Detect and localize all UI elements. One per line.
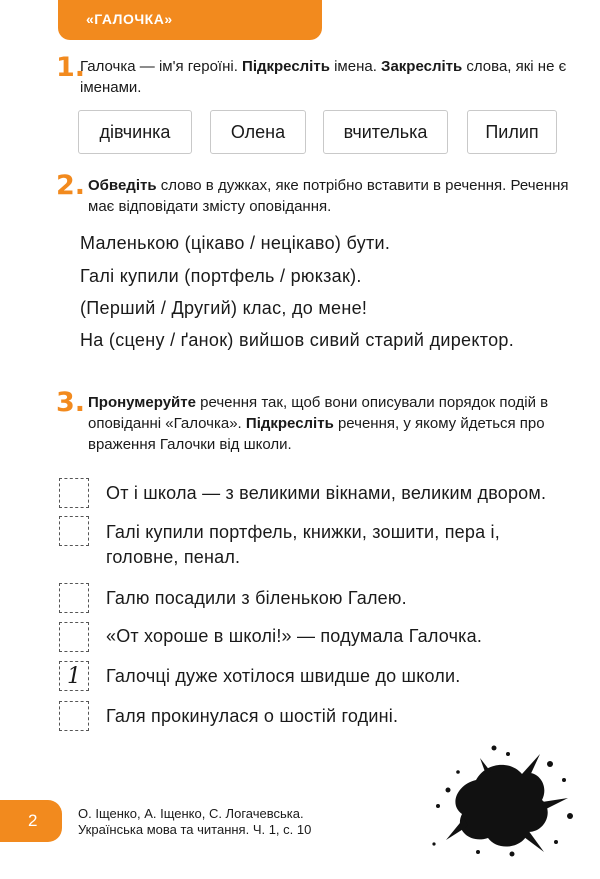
sentence-4[interactable]: На (сцену / ґанок) вийшов сивий старий директор.	[80, 330, 515, 350]
word-label: Олена	[230, 121, 286, 142]
word-label: вчителька	[343, 121, 428, 142]
word-box-1[interactable]	[78, 110, 192, 154]
sentence-2[interactable]: Галі купили (портфель / рюкзак).	[80, 266, 362, 286]
order-number-box[interactable]	[59, 516, 89, 546]
task-2-number: 2.	[56, 170, 86, 201]
word-label: дівчинка	[99, 121, 171, 142]
header-tab	[58, 0, 322, 40]
source-citation	[78, 806, 311, 838]
word-box-2[interactable]	[210, 110, 306, 154]
task-3-instruction	[88, 392, 580, 455]
task-3-text-2: речення, у якому йдеться про враження Галочки від школи.	[88, 415, 545, 453]
sentence-3[interactable]: (Перший / Другий) клас, до мене!	[80, 298, 368, 318]
order-item-text: Галочці дуже хотілося швидше до школи.	[106, 666, 461, 686]
task-1-text-2: імена.	[329, 58, 382, 75]
order-number-box[interactable]	[59, 583, 89, 613]
citation-line-2: Українська мова та читання. Ч. 1, с. 10	[78, 822, 312, 837]
task-1-bold-1: Підкресліть	[242, 58, 330, 75]
order-number-box[interactable]: 1	[59, 661, 89, 691]
page-number: 2	[28, 811, 38, 830]
word-box-4[interactable]	[467, 110, 557, 154]
order-item-text: «От хороше в школі!» — подумала Галочка.	[106, 626, 483, 646]
order-item-text: Галю посадили з біленькою Галею.	[106, 588, 407, 608]
word-label: Пилип	[485, 121, 539, 142]
order-item-text: Галя прокинулася о шостій годині.	[106, 706, 399, 726]
word-box-3[interactable]	[323, 110, 448, 154]
order-number-box[interactable]	[59, 478, 89, 508]
task-1-text-3: слова, які не є іменами.	[80, 58, 567, 96]
sentence-1[interactable]: Маленькою (цікаво / нецікаво) бути.	[80, 233, 391, 253]
task-3-bold-1: Пронумеруйте	[88, 394, 196, 411]
ink-blot-icon	[428, 740, 578, 860]
task-2-instruction	[88, 175, 578, 217]
task-3-number: 3.	[56, 387, 86, 418]
task-1-instruction	[80, 56, 580, 98]
task-2-bold-1: Обведіть	[88, 177, 157, 194]
task-3-text-1: речення так, щоб вони описували порядок подій в оповіданні «Галочка».	[88, 394, 549, 432]
page-number-tab	[0, 800, 62, 842]
task-3-bold-2: Підкресліть	[245, 415, 334, 432]
task-1-number: 1.	[56, 52, 86, 83]
task-2-text-1: слово в дужках, яке потрібно вставити в речення. Речення має відповідати змісту оповідання.	[88, 177, 569, 215]
order-number-box[interactable]	[59, 701, 89, 731]
task-1-bold-2: Закресліть	[381, 58, 463, 75]
citation-line-1: О. Іщенко, А. Іщенко, С. Логачевська.	[78, 806, 304, 821]
order-number-box[interactable]	[59, 622, 89, 652]
header-tab-title: «ГАЛОЧКА»	[86, 11, 173, 27]
order-item-text: Галі купили портфель, книжки, зошити, пера і, головне, пенал.	[106, 522, 500, 567]
order-item-text: От і школа — з великими вікнами, великим двором.	[106, 483, 547, 503]
task-1-text-1: Галочка — ім'я героїні.	[80, 58, 243, 75]
